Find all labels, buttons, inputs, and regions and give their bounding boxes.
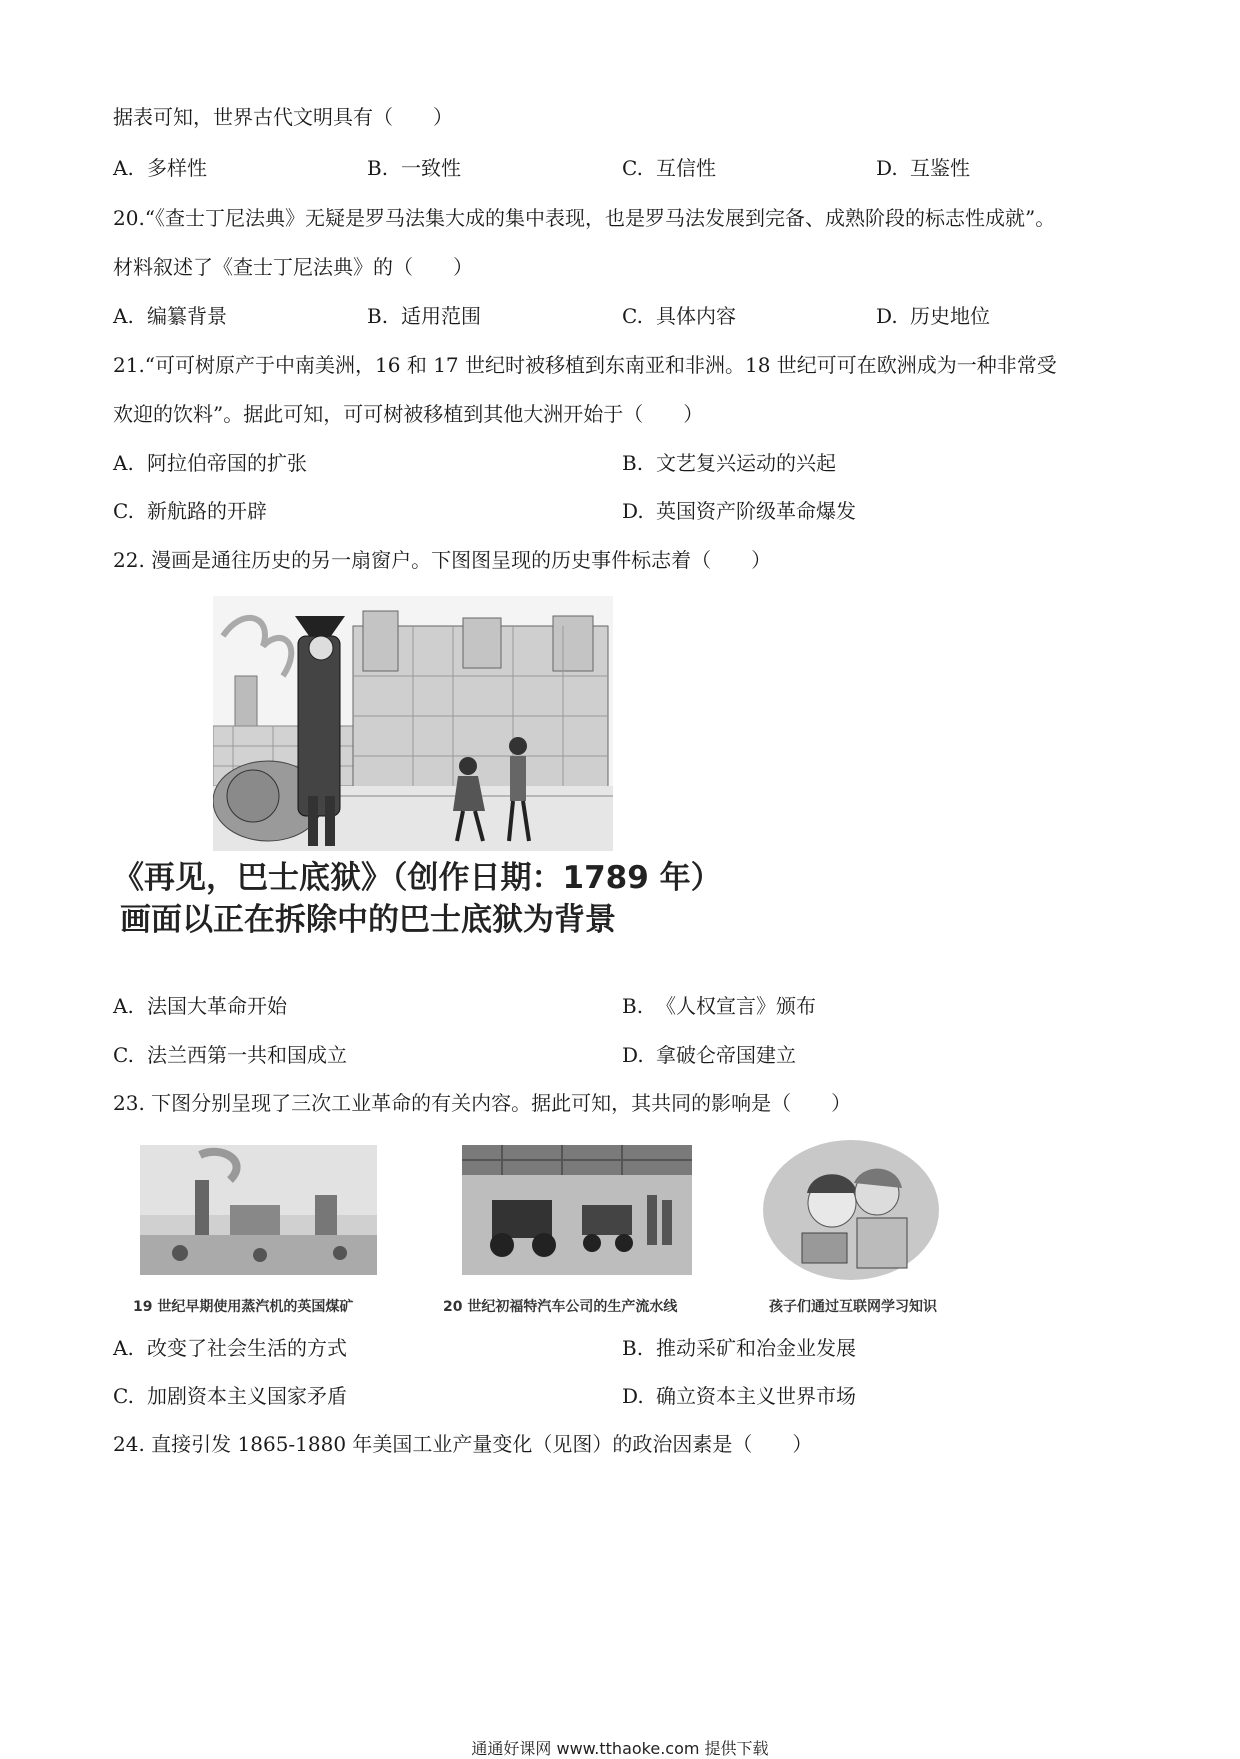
q23-image-caption-2: 20 世纪初福特汽车公司的生产流水线 bbox=[443, 1299, 678, 1315]
q22-option-c: C. 法兰西第一共和国成立 bbox=[113, 1043, 347, 1067]
q20-option-b: B. 适用范围 bbox=[367, 304, 481, 328]
q19-option-d: D. 互鉴性 bbox=[876, 156, 970, 180]
q19-option-b: B. 一致性 bbox=[367, 156, 461, 180]
q23-option-c: C. 加剧资本主义国家矛盾 bbox=[113, 1384, 347, 1408]
bastille-cartoon-image bbox=[213, 596, 613, 851]
q20-stem-line1: 20.“《查士丁尼法典》无疑是罗马法集大成的集中表现，也是罗马法发展到完备、成熟阶段的标志性成就”。 bbox=[113, 206, 1056, 230]
page-footer: 通通好课网 www.tthaoke.com 提供下载 bbox=[471, 1739, 769, 1758]
q20-option-c: C. 具体内容 bbox=[622, 304, 736, 328]
q22-stem: 22. 漫画是通往历史的另一扇窗户。下图图呈现的历史事件标志着（ ） bbox=[113, 548, 772, 572]
q21-option-c: C. 新航路的开辟 bbox=[113, 499, 267, 523]
q21-option-a: A. 阿拉伯帝国的扩张 bbox=[113, 451, 307, 475]
q22-option-b: B. 《人权宣言》颁布 bbox=[622, 994, 816, 1018]
q21-stem-line2: 欢迎的饮料”。据此可知，可可树被移植到其他大洲开始于（ ） bbox=[113, 402, 704, 426]
children-internet-image bbox=[762, 1138, 940, 1283]
q22-caption-line2: 画面以正在拆除中的巴士底狱为背景 bbox=[120, 902, 616, 938]
q19-option-a: A. 多样性 bbox=[113, 156, 207, 180]
q23-option-b: B. 推动采矿和冶金业发展 bbox=[622, 1336, 856, 1360]
q19-stem: 据表可知，世界古代文明具有（ ） bbox=[113, 105, 453, 129]
q23-image-caption-1: 19 世纪早期使用蒸汽机的英国煤矿 bbox=[133, 1299, 354, 1315]
q21-stem-line1: 21.“可可树原产于中南美洲，16 和 17 世纪时被移植到东南亚和非洲。18 世纪可可在欧洲成为一种非常受 bbox=[113, 353, 1057, 377]
ford-assembly-line-image bbox=[462, 1145, 692, 1275]
q23-image-caption-3: 孩子们通过互联网学习知识 bbox=[769, 1299, 937, 1315]
q22-option-a: A. 法国大革命开始 bbox=[113, 994, 287, 1018]
q19-option-c: C. 互信性 bbox=[622, 156, 716, 180]
q22-caption-line1: 《再见，巴士底狱》（创作日期：1789 年） bbox=[113, 860, 722, 896]
q24-stem: 24. 直接引发 1865-1880 年美国工业产量变化（见图）的政治因素是（ ） bbox=[113, 1432, 813, 1456]
q23-option-a: A. 改变了社会生活的方式 bbox=[113, 1336, 347, 1360]
q23-option-d: D. 确立资本主义世界市场 bbox=[622, 1384, 856, 1408]
coal-mine-image bbox=[140, 1145, 377, 1275]
q20-stem-line2: 材料叙述了《查士丁尼法典》的（ ） bbox=[113, 255, 473, 279]
q20-option-d: D. 历史地位 bbox=[876, 304, 990, 328]
q21-option-d: D. 英国资产阶级革命爆发 bbox=[622, 499, 856, 523]
q20-option-a: A. 编纂背景 bbox=[113, 304, 227, 328]
q21-option-b: B. 文艺复兴运动的兴起 bbox=[622, 451, 836, 475]
q23-stem: 23. 下图分别呈现了三次工业革命的有关内容。据此可知，其共同的影响是（ ） bbox=[113, 1091, 852, 1115]
q22-option-d: D. 拿破仑帝国建立 bbox=[622, 1043, 796, 1067]
